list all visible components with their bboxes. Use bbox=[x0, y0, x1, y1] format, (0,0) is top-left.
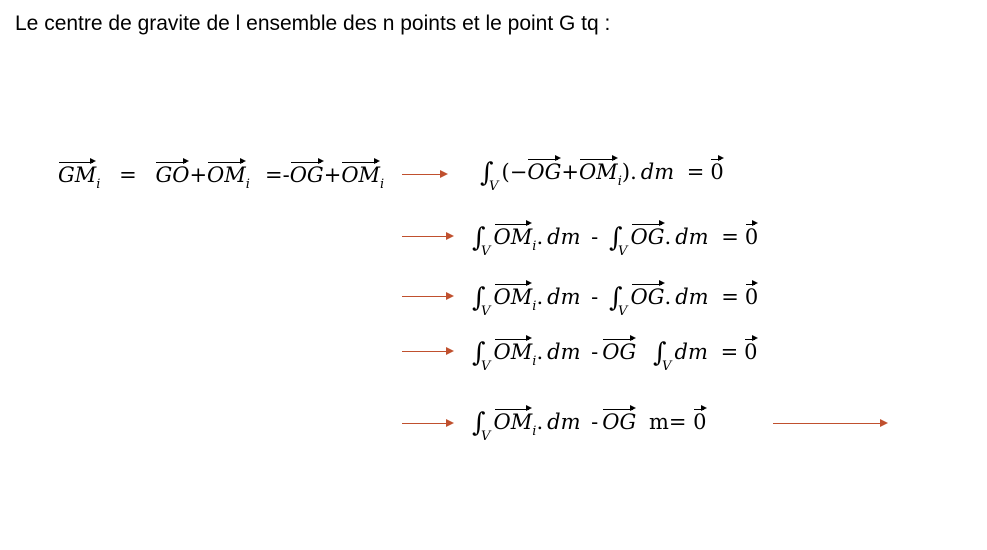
vector-OG: OG bbox=[602, 410, 637, 434]
equation-line-6 bbox=[472, 408, 707, 444]
vector-OG: OG bbox=[527, 160, 562, 184]
dot: . bbox=[536, 340, 544, 364]
plus-sign: + bbox=[189, 163, 208, 187]
index-i: i bbox=[96, 177, 101, 192]
conclusion-arrow bbox=[773, 423, 886, 424]
equation-line-1 bbox=[58, 163, 250, 192]
paren: ( bbox=[501, 160, 510, 184]
index-i: i bbox=[617, 174, 622, 189]
vector-OM: OM bbox=[493, 410, 533, 434]
vector-OG: OG bbox=[602, 340, 637, 364]
equation-line-2 bbox=[480, 158, 724, 194]
vector-OG: OG bbox=[289, 163, 324, 187]
zero-vector: 0 bbox=[744, 225, 759, 249]
equals-sign: = bbox=[720, 340, 739, 364]
vector-GO: GO bbox=[155, 163, 190, 187]
implication-arrow-1 bbox=[402, 174, 446, 175]
dm: dm bbox=[547, 340, 581, 364]
plus-sign: + bbox=[561, 160, 579, 184]
dm: dm bbox=[547, 225, 581, 249]
dm: dm bbox=[640, 160, 675, 184]
equals-sign: = bbox=[721, 225, 739, 249]
dot: . bbox=[536, 285, 544, 309]
equation-line-4 bbox=[472, 283, 759, 319]
equation-line-1-rhs bbox=[265, 163, 385, 192]
zero-vector: 0 bbox=[744, 285, 759, 309]
minus-sign: - bbox=[591, 410, 599, 434]
equation-line-3 bbox=[472, 223, 759, 259]
equals-sign: = bbox=[686, 160, 705, 184]
paren: ) bbox=[621, 160, 631, 184]
implication-arrow-4 bbox=[402, 351, 452, 352]
implication-arrow-5 bbox=[402, 423, 452, 424]
dm: dm bbox=[675, 285, 709, 309]
dm: dm bbox=[675, 225, 709, 249]
vector-OG: OG bbox=[630, 225, 665, 249]
dm: dm bbox=[547, 410, 581, 434]
vector-OM: OM bbox=[578, 160, 618, 184]
index-i: i bbox=[532, 239, 537, 254]
page-heading: Le centre de gravite de l ensemble des n points et le point G tq : bbox=[15, 12, 611, 35]
index-i: i bbox=[532, 354, 537, 369]
integral-sign: ∫ V bbox=[472, 283, 491, 319]
dot: . bbox=[536, 410, 544, 434]
minus-sign: - bbox=[591, 285, 599, 309]
dot: . bbox=[630, 160, 637, 184]
integral-sign: ∫ V bbox=[608, 223, 628, 259]
dot: . bbox=[536, 225, 544, 249]
minus-sign: - bbox=[591, 225, 599, 249]
vector-OM: OM bbox=[493, 340, 533, 364]
index-i: i bbox=[532, 424, 537, 439]
dm: dm bbox=[547, 285, 581, 309]
plus-sign: + bbox=[323, 163, 342, 187]
integral-sign: ∫ V bbox=[480, 158, 499, 194]
index-i: i bbox=[532, 299, 537, 314]
equals-minus: =- bbox=[265, 163, 290, 187]
implication-arrow-3 bbox=[402, 296, 452, 297]
index-i: i bbox=[245, 177, 250, 192]
vector-OM: OM bbox=[207, 163, 246, 187]
equation-line-5 bbox=[472, 338, 758, 374]
dot: . bbox=[664, 225, 672, 249]
index-i: i bbox=[380, 177, 385, 192]
integral-sign: ∫ V bbox=[608, 283, 628, 319]
minus-sign: - bbox=[591, 340, 599, 364]
zero-vector: 0 bbox=[693, 410, 707, 434]
integral-sign: ∫ V bbox=[472, 408, 491, 444]
implication-arrow-2 bbox=[402, 236, 452, 237]
zero-vector: 0 bbox=[710, 160, 724, 184]
vector-OG: OG bbox=[630, 285, 665, 309]
equals-sign: = bbox=[119, 163, 137, 187]
vector-OM: OM bbox=[341, 163, 381, 187]
integral-sign: ∫ V bbox=[472, 338, 491, 374]
vector-OM: OM bbox=[493, 225, 533, 249]
dot: . bbox=[664, 285, 672, 309]
zero-vector: 0 bbox=[744, 340, 758, 364]
vector-OM: OM bbox=[493, 285, 533, 309]
dm: dm bbox=[674, 340, 708, 364]
minus-sign: − bbox=[509, 160, 528, 184]
equals-sign: = bbox=[721, 285, 739, 309]
integral-sign: ∫ V bbox=[472, 223, 491, 259]
mass-equals: m= bbox=[648, 410, 694, 434]
vector-GM: GM bbox=[58, 163, 97, 187]
integral-sign: ∫ V bbox=[652, 338, 672, 374]
